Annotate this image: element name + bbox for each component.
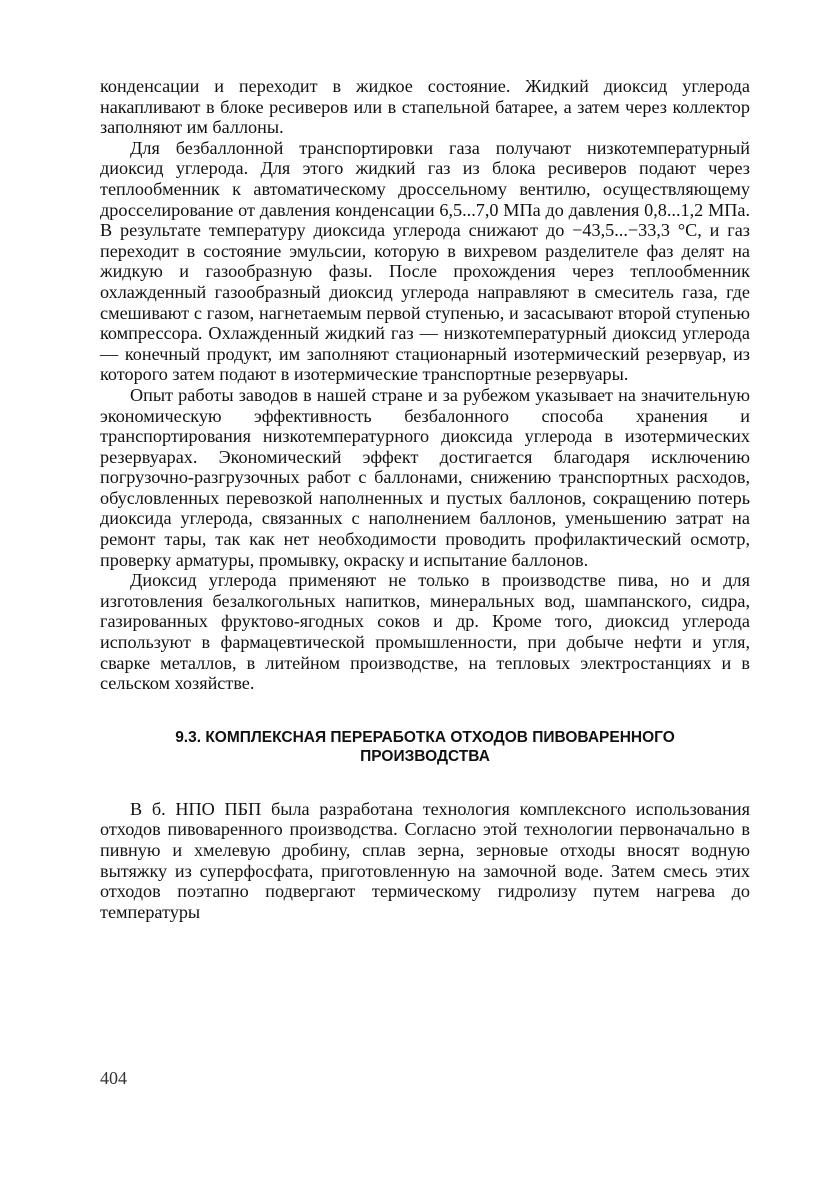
paragraph-3: Опыт работы заводов в нашей стране и за рубежом указывает на значительную экономическую эффективность безбалонного способа хранения и транспортирования низкотемпературного диоксида углерода в изотермических резервуарах. Экономический эффект достигается благодаря исключению погрузочно-разгрузочных работ с баллонами, снижению транспортных расходов, обусловленных перевозкой наполненных и пустых баллонов, сокращению потерь диоксида углерода, связанных с наполнением баллонов, уменьшению затрат на ремонт тары, так как нет необходимости проводить профилактический осмотр, проверку арматуры, промывку, окраску и испытание баллонов. bbox=[100, 384, 750, 570]
page-number: 404 bbox=[100, 1068, 127, 1088]
section-heading: 9.3. КОМПЛЕКСНАЯ ПЕРЕРАБОТКА ОТХОДОВ ПИВОВАРЕННОГО ПРОИЗВОДСТВА bbox=[175, 728, 675, 765]
paragraph-1: конденсации и переходит в жидкое состояние. Жидкий диоксид углерода накапливают в блоке ресиверов или в стапельной батарее, а затем через коллектор заполняют им баллоны. bbox=[100, 76, 750, 138]
paragraph-2: Для безбаллонной транспортировки газа получают низкотемпературный диоксид углерода. Для этого жидкий газ из блока ресиверов подают через теплообменник к автоматическому дроссельному вентилю, осуществляющему дросселирование от давления конденсации 6,5...7,0 МПа до давления 0,8...1,2 МПа. В результате температуру диоксида углерода снижают до −43,5...−33,3 °С, и газ переходит в состояние эмульсии, которую в вихревом разделителе фаз делят на жидкую и газообразную фазы. После прохождения через теплообменник охлажденный газообразный диоксид углерода направляют в смеситель газа, где смешивают с газом, нагнетаемым первой ступенью, и засасывают второй ступенью компрессора. Охлажденный жидкий газ — низкотемпературный диоксид углерода — конечный продукт, им заполняют стационарный изотермический резервуар, из которого затем подают в изотермические транспортные резервуары. bbox=[100, 137, 750, 385]
document-page bbox=[100, 76, 750, 922]
paragraph-4: Диоксид углерода применяют не только в производстве пива, но и для изготовления безалкогольных напитков, минеральных вод, шампанского, сидра, газированных фруктово-ягодных соков и др. Кроме того, диоксид углерода используют в фармацевтической промышленности, при добыче нефти и угля, сварке металлов, в литейном производстве, на тепловых электростанциях и в сельском хозяйстве. bbox=[100, 570, 750, 694]
paragraph-5: В б. НПО ПБП была разработана технология комплексного использования отходов пивоваренного производства. Согласно этой технологии первоначально в пивную и хмелевую дробину, сплав зерна, зерновые отходы вносят водную вытяжку из суперфосфата, приготовленную на замочной воде. Затем смесь этих отходов поэтапно подвергают термическому гидролизу путем нагрева до температуры bbox=[100, 798, 750, 922]
